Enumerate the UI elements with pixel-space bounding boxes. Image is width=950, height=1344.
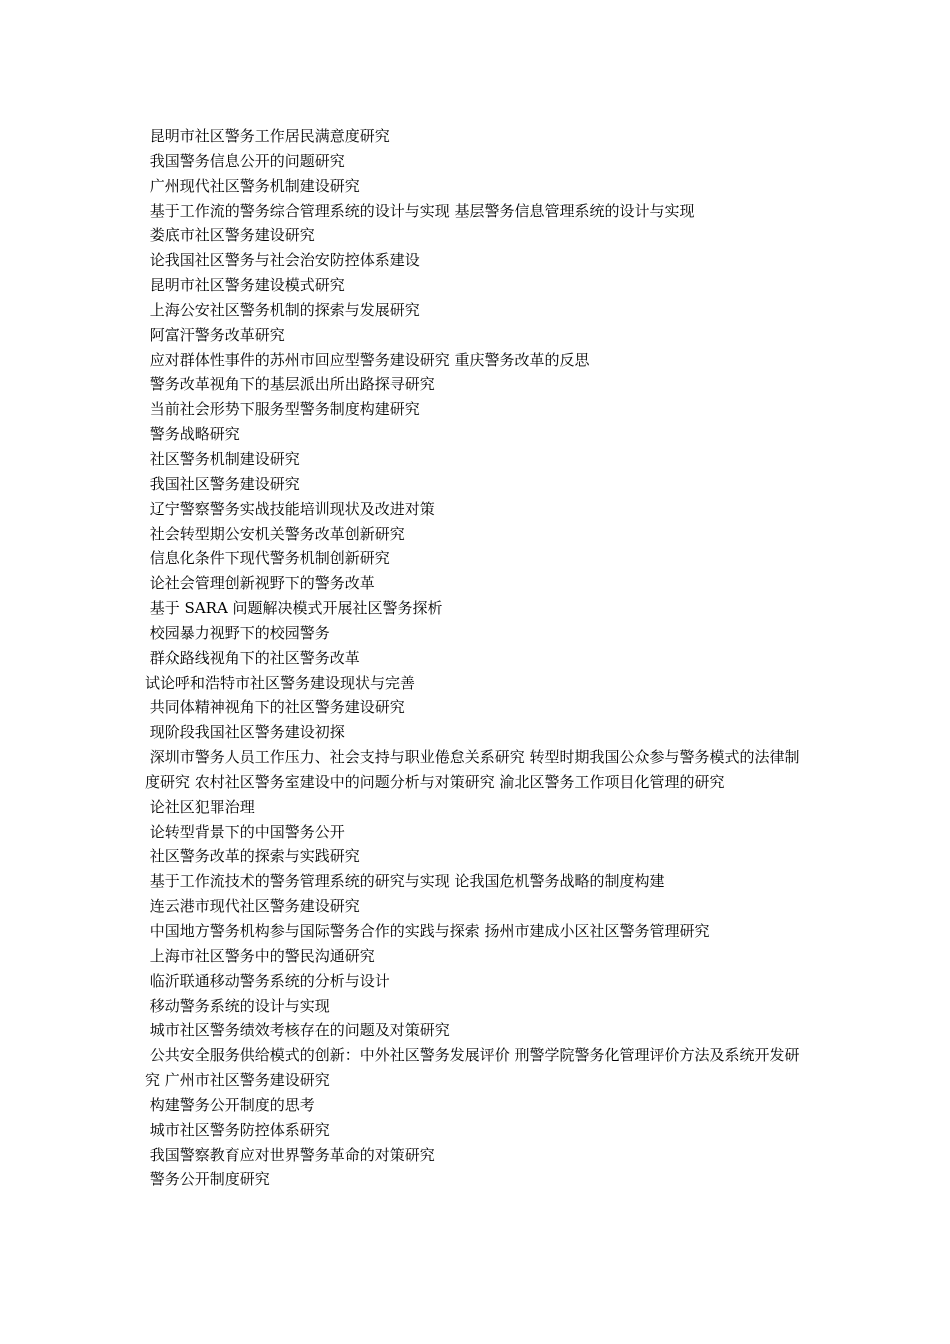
text-line: 阿富汗警务改革研究 xyxy=(145,325,285,344)
text-line: 我国警察教育应对世界警务革命的对策研究 xyxy=(145,1145,435,1164)
text-line: 基于工作流的警务综合管理系统的设计与实现 基层警务信息管理系统的设计与实现 xyxy=(145,201,695,220)
text-line: 当前社会形势下服务型警务制度构建研究 xyxy=(145,400,420,419)
text-line: 校园暴力视野下的校园警务 xyxy=(145,623,330,642)
text-line: 城市社区警务防控体系研究 xyxy=(145,1120,330,1139)
text-line: 中国地方警务机构参与国际警务合作的实践与探索 扬州市建成小区社区警务管理研究 xyxy=(145,922,710,940)
text-line: 社区警务改革的探索与实践研究 xyxy=(145,847,360,866)
text-line: 基于工作流技术的警务管理系统的研究与实现 论我国危机警务战略的制度构建 xyxy=(145,872,665,891)
text-line: 共同体精神视角下的社区警务建设研究 xyxy=(145,698,405,717)
text-line: 上海公安社区警务机制的探索与发展研究 xyxy=(145,300,420,319)
text-line: 广州现代社区警务机制建设研究 xyxy=(145,176,360,195)
text-line: 我国警务信息公开的问题研究 xyxy=(145,151,345,170)
text-line: 昆明市社区警务建设模式研究 xyxy=(145,276,345,295)
text-line: 论我国社区警务与社会治安防控体系建设 xyxy=(145,251,420,270)
text-line: 警务公开制度研究 xyxy=(145,1170,270,1189)
text-line: 深圳市警务人员工作压力、社会支持与职业倦怠关系研究 转型时期我国公众参与警务模式的法律制度研究 农村社区警务室建设中的问题分析与对策研究 渝北区警务工作项目化管理的研究 xyxy=(145,748,800,791)
text-line: 应对群体性事件的苏州市回应型警务建设研究 重庆警务改革的反思 xyxy=(145,350,590,369)
text-line: 移动警务系统的设计与实现 xyxy=(145,996,330,1015)
text-line: 论转型背景下的中国警务公开 xyxy=(145,822,345,841)
text-line: 娄底市社区警务建设研究 xyxy=(145,226,315,245)
text-line: 辽宁警察警务实战技能培训现状及改进对策 xyxy=(145,499,435,518)
text-line: 现阶段我国社区警务建设初探 xyxy=(145,723,345,742)
text-line: 警务改革视角下的基层派出所出路探寻研究 xyxy=(145,375,435,394)
text-line: 城市社区警务绩效考核存在的问题及对策研究 xyxy=(145,1021,450,1040)
text-line: 论社区犯罪治理 xyxy=(145,797,255,816)
document-body xyxy=(145,124,813,1192)
text-line: 警务战略研究 xyxy=(145,425,240,444)
text-line: 论社会管理创新视野下的警务改革 xyxy=(145,574,375,593)
text-line: 信息化条件下现代警务机制创新研究 xyxy=(145,549,390,568)
text-line: 上海市社区警务中的警民沟通研究 xyxy=(145,946,375,965)
text-line: 我国社区警务建设研究 xyxy=(145,474,300,493)
text-line: 构建警务公开制度的思考 xyxy=(145,1095,315,1114)
text-line: 昆明市社区警务工作居民满意度研究 xyxy=(145,127,390,145)
text-line: 社会转型期公安机关警务改革创新研究 xyxy=(145,524,405,543)
text-line: 群众路线视角下的社区警务改革 xyxy=(145,648,360,667)
text-line: 连云港市现代社区警务建设研究 xyxy=(145,897,360,916)
text-line: 社区警务机制建设研究 xyxy=(145,449,300,468)
text-line: 公共安全服务供给模式的创新：中外社区警务发展评价 刑警学院警务化管理评价方法及系统开发研究 广州市社区警务建设研究 xyxy=(145,1046,800,1090)
text-line: 临沂联通移动警务系统的分析与设计 xyxy=(145,971,390,990)
text-line: 基于 SARA 问题解决模式开展社区警务探析 xyxy=(145,599,443,618)
text-line: 试论呼和浩特市社区警务建设现状与完善 xyxy=(145,673,416,692)
